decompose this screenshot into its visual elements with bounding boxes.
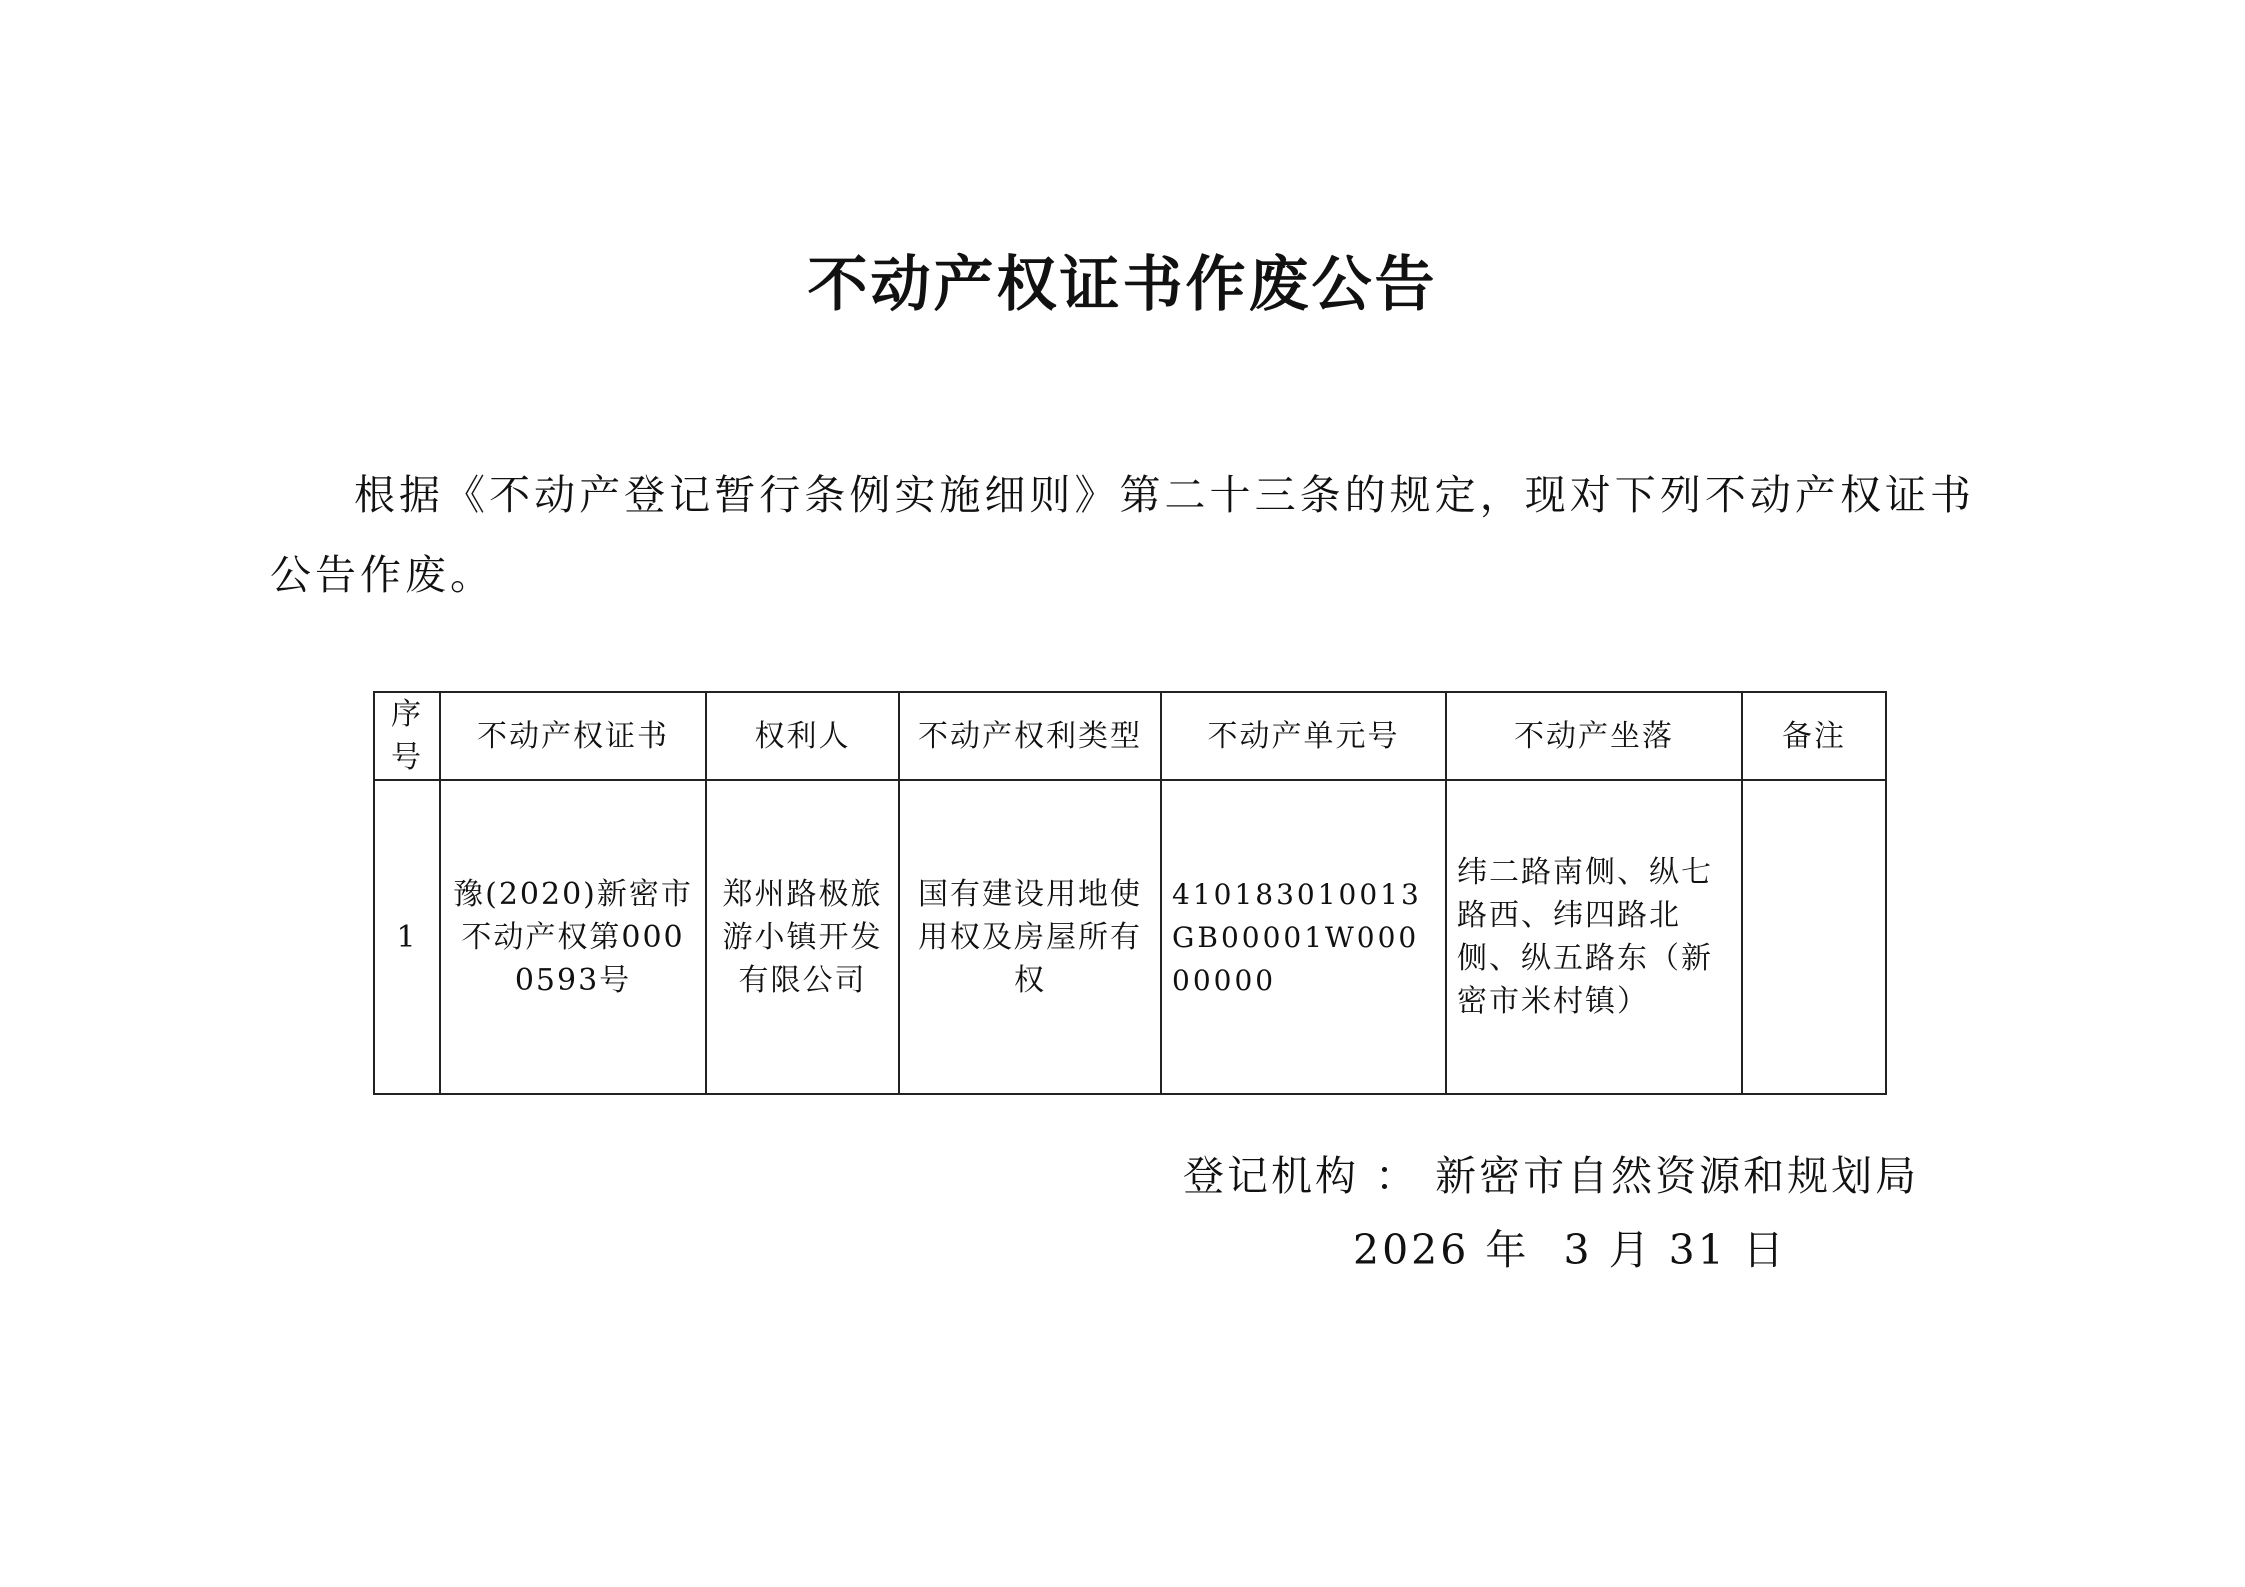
date-year: 2026 [1353, 1226, 1470, 1274]
header-holder: 权利人 [706, 692, 899, 780]
cell-location: 纬二路南侧、纵七路西、纬四路北侧、纵五路东（新密市米村镇） [1446, 780, 1742, 1094]
cell-holder: 郑州路极旅游小镇开发有限公司 [706, 780, 899, 1094]
cell-seq: 1 [374, 780, 440, 1094]
cell-right-type: 国有建设用地使用权及房屋所有权 [899, 780, 1161, 1094]
header-right-type: 不动产权利类型 [899, 692, 1161, 780]
date-month-unit: 月 [1608, 1226, 1653, 1274]
registration-organization: 登记机构 ： 新密市自然资源和规划局 [1183, 1152, 1920, 1200]
announcement-date [1353, 1222, 1787, 1278]
header-seq: 序号 [374, 692, 440, 780]
header-unit-no: 不动产单元号 [1161, 692, 1446, 780]
notice-table-container [373, 691, 1887, 1095]
notice-table [373, 691, 1887, 1095]
table-row [374, 780, 1886, 1094]
date-year-unit: 年 [1485, 1226, 1530, 1274]
date-day: 31 [1668, 1226, 1727, 1274]
header-remark: 备注 [1742, 692, 1886, 780]
date-day-unit: 日 [1742, 1226, 1787, 1274]
date-month: 3 [1563, 1226, 1593, 1274]
intro-paragraph: 根据《不动产登记暂行条例实施细则》第二十三条的规定，现对下列不动产权证书公告作废。 [270, 471, 1975, 599]
header-location: 不动产坐落 [1446, 692, 1742, 780]
header-certificate: 不动产权证书 [440, 692, 706, 780]
cell-unit-no: 410183010013GB00001W00000000 [1161, 780, 1446, 1094]
page-title: 不动产权证书作废公告 [807, 250, 1438, 320]
cell-certificate: 豫(2020)新密市不动产权第0000593号 [440, 780, 706, 1094]
cell-remark [1742, 780, 1886, 1094]
table-header-row [374, 692, 1886, 780]
